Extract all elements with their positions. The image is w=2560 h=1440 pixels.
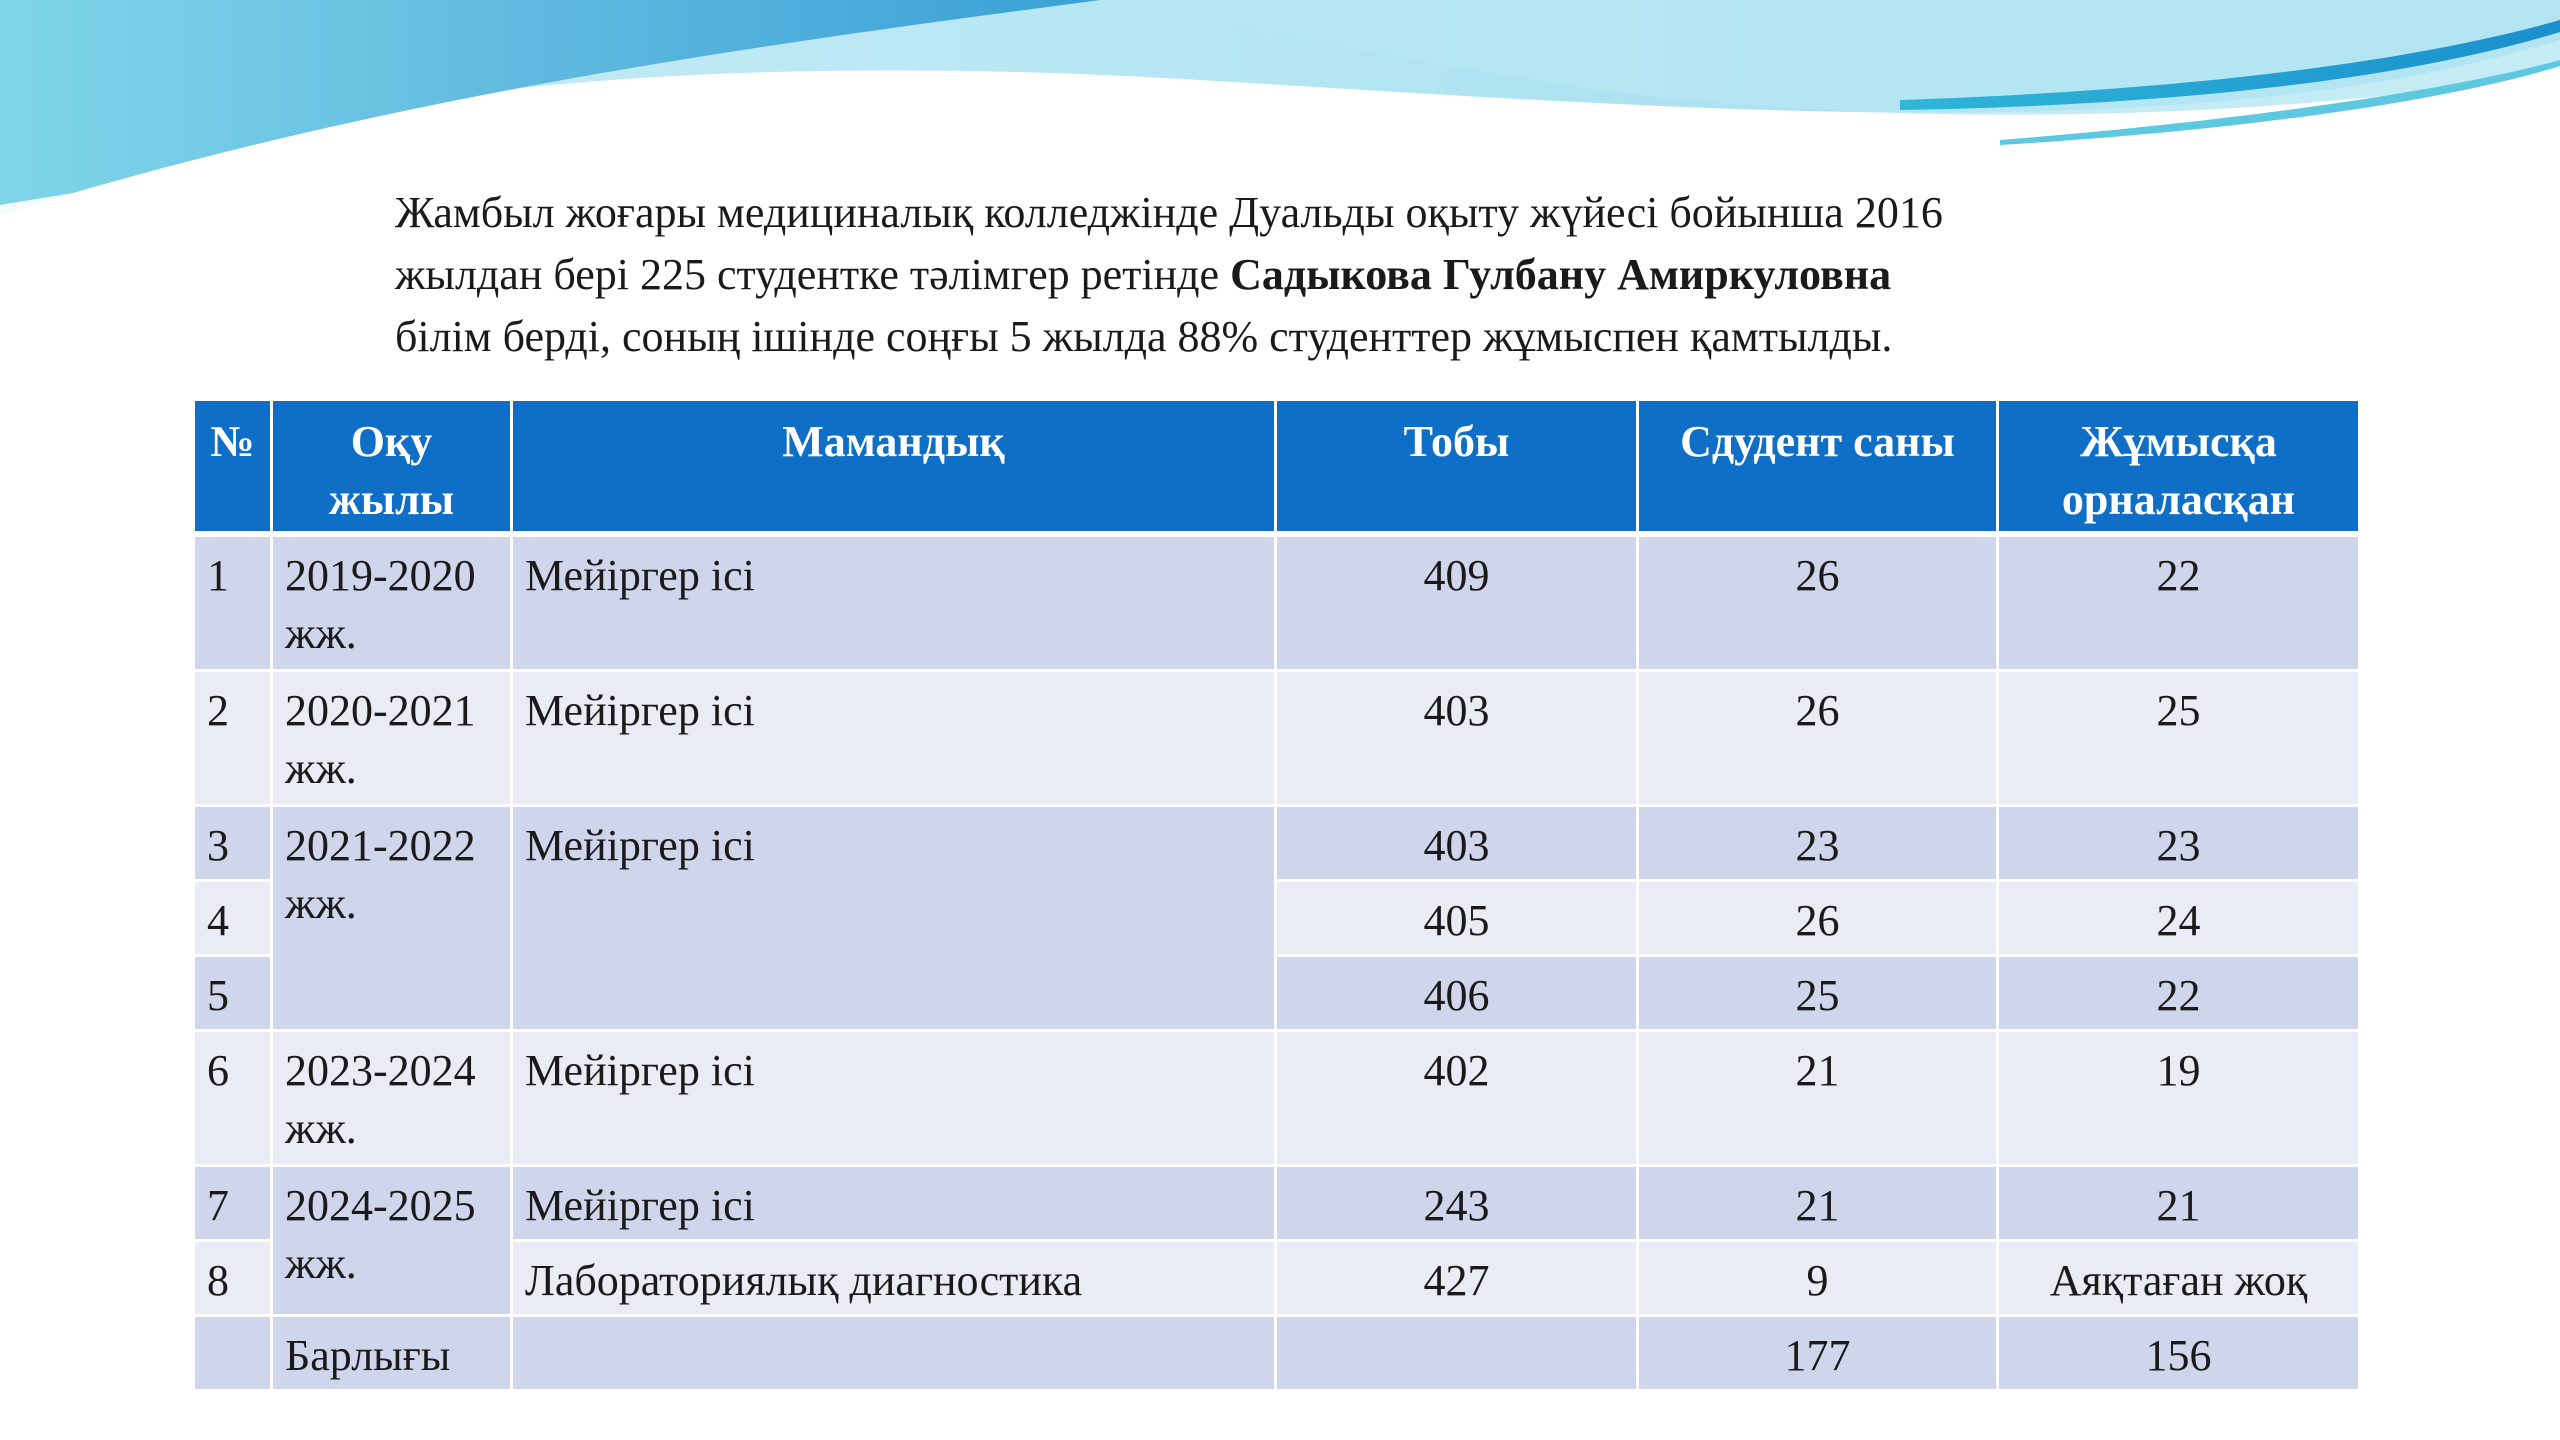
cell-students: 23	[1638, 806, 1998, 881]
cell-num: 8	[194, 1241, 272, 1316]
cell-specialty: Лабораториялық диагностика	[512, 1241, 1276, 1316]
cell-num: 1	[194, 534, 272, 671]
employment-table	[192, 398, 2361, 1392]
header-year: Оқу жылы	[272, 400, 512, 535]
intro-line-1: Жамбыл жоғары медициналық колледжінде Дуальды оқыту жүйесі бойынша 2016	[395, 188, 1943, 237]
cell-students: 25	[1638, 956, 1998, 1031]
cell-year: 2020-2021 жж.	[272, 671, 512, 806]
cell-num-empty	[194, 1316, 272, 1391]
total-label: Барлығы	[272, 1316, 512, 1391]
cell-specialty: Мейіргер ісі	[512, 534, 1276, 671]
table-header-row	[194, 400, 2360, 535]
intro-paragraph	[395, 182, 2295, 368]
header-num: №	[194, 400, 272, 535]
cell-year: 2021-2022 жж.	[272, 806, 512, 1031]
table-row	[194, 671, 2360, 806]
cell-num: 2	[194, 671, 272, 806]
cell-employed: 22	[1998, 534, 2360, 671]
cell-employed: 22	[1998, 956, 2360, 1031]
cell-specialty: Мейіргер ісі	[512, 671, 1276, 806]
table-row	[194, 1166, 2360, 1241]
cell-employed: 23	[1998, 806, 2360, 881]
cell-year: 2019-2020 жж.	[272, 534, 512, 671]
cell-specialty: Мейіргер ісі	[512, 1031, 1276, 1166]
cell-students: 26	[1638, 671, 1998, 806]
table-row	[194, 1031, 2360, 1166]
table-row	[194, 806, 2360, 881]
cell-num: 7	[194, 1166, 272, 1241]
cell-students: 21	[1638, 1166, 1998, 1241]
cell-specialty: Мейіргер ісі	[512, 1166, 1276, 1241]
cell-group: 405	[1276, 881, 1638, 956]
header-students: Сдудент саны	[1638, 400, 1998, 535]
cell-group: 403	[1276, 806, 1638, 881]
cell-employed: 25	[1998, 671, 2360, 806]
cell-num: 3	[194, 806, 272, 881]
intro-line-3: білім берді, соның ішінде соңғы 5 жылда 88% студенттер жұмыспен қамтылды.	[395, 312, 1893, 361]
header-specialty: Мамандық	[512, 400, 1276, 535]
cell-students: 9	[1638, 1241, 1998, 1316]
cell-group-empty	[1276, 1316, 1638, 1391]
cell-group: 406	[1276, 956, 1638, 1031]
table-row	[194, 1241, 2360, 1316]
cell-year: 2024-2025 жж.	[272, 1166, 512, 1316]
cell-group: 403	[1276, 671, 1638, 806]
cell-num: 6	[194, 1031, 272, 1166]
total-employed: 156	[1998, 1316, 2360, 1391]
cell-employed: 24	[1998, 881, 2360, 956]
cell-students: 21	[1638, 1031, 1998, 1166]
header-employed: Жұмысқа орналасқан	[1998, 400, 2360, 535]
cell-group: 427	[1276, 1241, 1638, 1316]
cell-num: 4	[194, 881, 272, 956]
cell-year: 2023-2024 жж.	[272, 1031, 512, 1166]
table-total-row	[194, 1316, 2360, 1391]
cell-specialty: Мейіргер ісі	[512, 806, 1276, 1031]
intro-line-2-text: жылдан бері 225 студентке тәлімгер ретінде	[395, 250, 1231, 299]
mentor-name: Садыкова Гулбану Амиркуловна	[1230, 250, 1892, 299]
cell-group: 409	[1276, 534, 1638, 671]
header-group: Тобы	[1276, 400, 1638, 535]
cell-students: 26	[1638, 881, 1998, 956]
cell-specialty-empty	[512, 1316, 1276, 1391]
cell-students: 26	[1638, 534, 1998, 671]
cell-employed: 21	[1998, 1166, 2360, 1241]
cell-employed: 19	[1998, 1031, 2360, 1166]
cell-num: 5	[194, 956, 272, 1031]
cell-group: 243	[1276, 1166, 1638, 1241]
cell-group: 402	[1276, 1031, 1638, 1166]
intro-line-2	[395, 244, 2295, 306]
table-row	[194, 534, 2360, 671]
total-students: 177	[1638, 1316, 1998, 1391]
cell-employed: Аяқтаған жоқ	[1998, 1241, 2360, 1316]
